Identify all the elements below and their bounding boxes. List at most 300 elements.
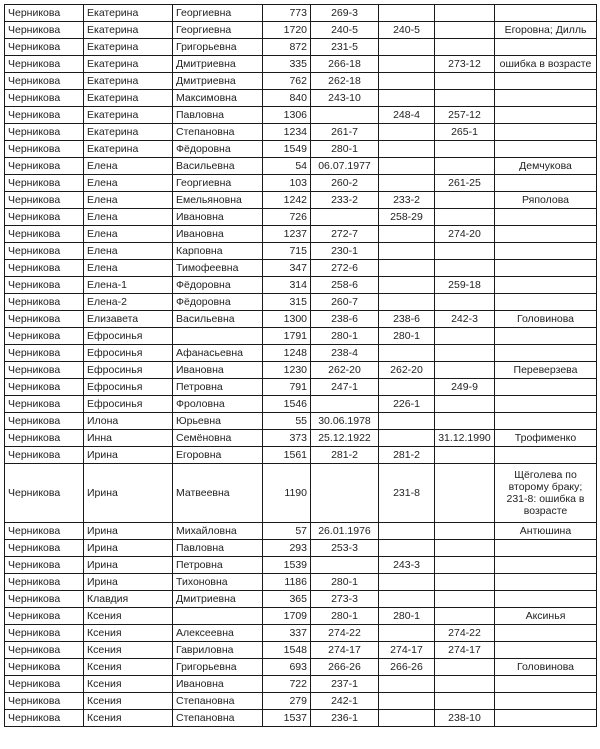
ref-2-cell: 226-1 [379,396,435,413]
ref-3-cell [435,523,495,540]
note-cell [495,90,597,107]
ref-3-cell [435,693,495,710]
record-number-cell: 1234 [263,124,311,141]
patronymic-cell: Фёдоровна [173,294,263,311]
record-number-cell: 1186 [263,574,311,591]
patronymic-cell: Павловна [173,540,263,557]
ref-3-cell [435,345,495,362]
first-name-cell: Елена [84,158,173,175]
record-number-cell: 693 [263,659,311,676]
surname-cell: Черникова [5,523,84,540]
date-or-ref-cell: 260-7 [311,294,379,311]
note-cell: Антюшина [495,523,597,540]
date-or-ref-cell: 26.01.1976 [311,523,379,540]
surname-cell: Черникова [5,158,84,175]
first-name-cell: Ефросинья [84,345,173,362]
table-row [5,710,597,727]
record-number-cell: 1791 [263,328,311,345]
surname-cell: Черникова [5,22,84,39]
note-cell [495,277,597,294]
date-or-ref-cell: 280-1 [311,141,379,158]
ref-2-cell [379,260,435,277]
ref-3-cell [435,294,495,311]
surname-cell: Черникова [5,557,84,574]
record-number-cell: 279 [263,693,311,710]
ref-3-cell: 238-10 [435,710,495,727]
date-or-ref-cell: 266-26 [311,659,379,676]
first-name-cell: Екатерина [84,56,173,73]
note-cell: Трофименко [495,430,597,447]
date-or-ref-cell: 231-5 [311,39,379,56]
first-name-cell: Елена [84,243,173,260]
first-name-cell: Ефросинья [84,362,173,379]
table-row [5,277,597,294]
ref-3-cell [435,73,495,90]
date-or-ref-cell: 281-2 [311,447,379,464]
patronymic-cell: Васильевна [173,158,263,175]
first-name-cell: Ирина [84,447,173,464]
ref-2-cell [379,5,435,22]
first-name-cell: Ефросинья [84,396,173,413]
surname-cell: Черникова [5,311,84,328]
note-cell: Головинова [495,659,597,676]
date-or-ref-cell [311,557,379,574]
record-number-cell: 55 [263,413,311,430]
surname-cell: Черникова [5,693,84,710]
ref-3-cell [435,557,495,574]
surname-cell: Черникова [5,430,84,447]
patronymic-cell: Степановна [173,710,263,727]
note-cell: Демчукова [495,158,597,175]
record-number-cell: 715 [263,243,311,260]
table-row [5,362,597,379]
record-number-cell: 373 [263,430,311,447]
patronymic-cell: Георгиевна [173,5,263,22]
note-cell [495,226,597,243]
patronymic-cell: Михайловна [173,523,263,540]
surname-cell: Черникова [5,192,84,209]
patronymic-cell: Фёдоровна [173,141,263,158]
record-number-cell: 337 [263,625,311,642]
first-name-cell: Ксения [84,608,173,625]
first-name-cell: Ксения [84,625,173,642]
first-name-cell: Ирина [84,464,173,523]
ref-3-cell [435,141,495,158]
patronymic-cell [173,328,263,345]
note-cell [495,5,597,22]
first-name-cell: Елена [84,209,173,226]
table-row [5,56,597,73]
patronymic-cell: Ивановна [173,209,263,226]
patronymic-cell: Ивановна [173,362,263,379]
record-number-cell: 762 [263,73,311,90]
ref-2-cell [379,294,435,311]
date-or-ref-cell: 242-1 [311,693,379,710]
note-cell [495,260,597,277]
first-name-cell: Инна [84,430,173,447]
note-cell [495,710,597,727]
note-cell [495,209,597,226]
ref-3-cell: 257-12 [435,107,495,124]
record-number-cell: 1230 [263,362,311,379]
first-name-cell: Екатерина [84,39,173,56]
surname-cell: Черникова [5,294,84,311]
patronymic-cell: Петровна [173,379,263,396]
record-number-cell: 315 [263,294,311,311]
table-row [5,124,597,141]
ref-2-cell: 280-1 [379,608,435,625]
note-cell [495,396,597,413]
table-row [5,243,597,260]
record-number-cell: 1300 [263,311,311,328]
note-cell: Переверзева [495,362,597,379]
patronymic-cell [173,608,263,625]
first-name-cell: Екатерина [84,141,173,158]
ref-3-cell [435,608,495,625]
patronymic-cell: Гавриловна [173,642,263,659]
table-row [5,90,597,107]
record-number-cell: 347 [263,260,311,277]
table-row [5,659,597,676]
patronymic-cell: Георгиевна [173,175,263,192]
date-or-ref-cell: 243-10 [311,90,379,107]
ref-2-cell [379,523,435,540]
ref-2-cell [379,693,435,710]
patronymic-cell: Дмитриевна [173,73,263,90]
note-cell [495,328,597,345]
table-row [5,158,597,175]
date-or-ref-cell: 280-1 [311,608,379,625]
ref-2-cell [379,73,435,90]
note-cell: Ряполова [495,192,597,209]
first-name-cell: Елена [84,175,173,192]
date-or-ref-cell [311,396,379,413]
patronymic-cell: Григорьевна [173,659,263,676]
ref-3-cell [435,90,495,107]
ref-2-cell [379,574,435,591]
ref-3-cell: 265-1 [435,124,495,141]
surname-cell: Черникова [5,710,84,727]
ref-2-cell: 281-2 [379,447,435,464]
ref-3-cell: 259-18 [435,277,495,294]
date-or-ref-cell: 274-22 [311,625,379,642]
first-name-cell: Елена [84,226,173,243]
ref-3-cell [435,22,495,39]
record-number-cell: 1709 [263,608,311,625]
date-or-ref-cell: 269-3 [311,5,379,22]
surname-cell: Черникова [5,362,84,379]
note-cell [495,124,597,141]
surname-cell: Черникова [5,141,84,158]
table-row [5,141,597,158]
patronymic-cell: Павловна [173,107,263,124]
date-or-ref-cell [311,209,379,226]
ref-2-cell: 280-1 [379,328,435,345]
table-row [5,209,597,226]
note-cell [495,413,597,430]
ref-2-cell: 238-6 [379,311,435,328]
table-row [5,22,597,39]
note-cell [495,243,597,260]
record-number-cell: 773 [263,5,311,22]
table-row [5,557,597,574]
ref-3-cell: 273-12 [435,56,495,73]
surname-cell: Черникова [5,175,84,192]
record-number-cell: 1548 [263,642,311,659]
record-number-cell: 722 [263,676,311,693]
record-number-cell: 314 [263,277,311,294]
table-row [5,345,597,362]
record-number-cell: 1720 [263,22,311,39]
ref-2-cell: 233-2 [379,192,435,209]
first-name-cell: Екатерина [84,107,173,124]
ref-2-cell [379,243,435,260]
surname-cell: Черникова [5,464,84,523]
ref-3-cell: 31.12.1990 [435,430,495,447]
first-name-cell: Екатерина [84,5,173,22]
surname-cell: Черникова [5,73,84,90]
date-or-ref-cell: 236-1 [311,710,379,727]
date-or-ref-cell: 280-1 [311,574,379,591]
records-table-body [5,5,597,727]
ref-2-cell [379,124,435,141]
table-row [5,676,597,693]
note-cell [495,557,597,574]
table-row [5,379,597,396]
table-row [5,693,597,710]
table-row [5,591,597,608]
ref-2-cell: 240-5 [379,22,435,39]
ref-3-cell [435,540,495,557]
date-or-ref-cell [311,464,379,523]
ref-2-cell [379,226,435,243]
note-cell [495,574,597,591]
record-number-cell: 1242 [263,192,311,209]
surname-cell: Черникова [5,676,84,693]
note-cell: Головинова [495,311,597,328]
date-or-ref-cell: 240-5 [311,22,379,39]
note-cell [495,642,597,659]
table-row [5,107,597,124]
note-cell [495,540,597,557]
table-row [5,5,597,22]
ref-2-cell [379,710,435,727]
note-cell [495,447,597,464]
record-number-cell: 293 [263,540,311,557]
first-name-cell: Елена-1 [84,277,173,294]
first-name-cell: Ирина [84,523,173,540]
date-or-ref-cell: 272-7 [311,226,379,243]
ref-2-cell [379,56,435,73]
ref-3-cell [435,574,495,591]
ref-3-cell [435,362,495,379]
record-number-cell: 57 [263,523,311,540]
date-or-ref-cell: 30.06.1978 [311,413,379,430]
table-row [5,192,597,209]
ref-2-cell [379,141,435,158]
ref-2-cell [379,277,435,294]
surname-cell: Черникова [5,447,84,464]
surname-cell: Черникова [5,396,84,413]
ref-2-cell [379,430,435,447]
note-cell [495,625,597,642]
record-number-cell: 365 [263,591,311,608]
ref-3-cell: 242-3 [435,311,495,328]
ref-2-cell [379,625,435,642]
patronymic-cell: Емельяновна [173,192,263,209]
date-or-ref-cell: 280-1 [311,328,379,345]
patronymic-cell: Дмитриевна [173,591,263,608]
table-row [5,608,597,625]
ref-3-cell [435,591,495,608]
note-cell [495,39,597,56]
surname-cell: Черникова [5,5,84,22]
table-row [5,328,597,345]
surname-cell: Черникова [5,226,84,243]
surname-cell: Черникова [5,56,84,73]
table-row [5,226,597,243]
ref-3-cell [435,209,495,226]
ref-2-cell: 248-4 [379,107,435,124]
records-table [4,4,597,727]
record-number-cell: 54 [263,158,311,175]
table-row [5,642,597,659]
ref-3-cell [435,413,495,430]
ref-3-cell [435,243,495,260]
ref-3-cell [435,659,495,676]
surname-cell: Черникова [5,642,84,659]
patronymic-cell: Максимовна [173,90,263,107]
table-row [5,574,597,591]
ref-2-cell: 266-26 [379,659,435,676]
ref-2-cell: 258-29 [379,209,435,226]
table-row [5,396,597,413]
table-row [5,39,597,56]
ref-3-cell [435,447,495,464]
ref-2-cell [379,676,435,693]
date-or-ref-cell: 06.07.1977 [311,158,379,175]
record-number-cell: 791 [263,379,311,396]
date-or-ref-cell: 25.12.1922 [311,430,379,447]
ref-3-cell [435,328,495,345]
date-or-ref-cell: 238-4 [311,345,379,362]
surname-cell: Черникова [5,659,84,676]
first-name-cell: Екатерина [84,22,173,39]
ref-3-cell [435,39,495,56]
ref-3-cell [435,464,495,523]
ref-3-cell [435,192,495,209]
note-cell [495,141,597,158]
ref-2-cell [379,379,435,396]
first-name-cell: Ирина [84,574,173,591]
date-or-ref-cell: 273-3 [311,591,379,608]
date-or-ref-cell: 266-18 [311,56,379,73]
record-number-cell: 840 [263,90,311,107]
date-or-ref-cell: 247-1 [311,379,379,396]
table-row [5,464,597,523]
date-or-ref-cell: 261-7 [311,124,379,141]
first-name-cell: Екатерина [84,90,173,107]
surname-cell: Черникова [5,540,84,557]
patronymic-cell: Тимофеевна [173,260,263,277]
first-name-cell: Ксения [84,642,173,659]
first-name-cell: Ирина [84,557,173,574]
patronymic-cell: Григорьевна [173,39,263,56]
surname-cell: Черникова [5,591,84,608]
date-or-ref-cell [311,107,379,124]
table-row [5,413,597,430]
ref-2-cell [379,345,435,362]
surname-cell: Черникова [5,328,84,345]
patronymic-cell: Петровна [173,557,263,574]
date-or-ref-cell: 253-3 [311,540,379,557]
ref-2-cell: 274-17 [379,642,435,659]
first-name-cell: Ефросинья [84,379,173,396]
ref-2-cell [379,540,435,557]
patronymic-cell: Афанасьевна [173,345,263,362]
ref-3-cell [435,676,495,693]
note-cell [495,73,597,90]
patronymic-cell: Фроловна [173,396,263,413]
table-row [5,260,597,277]
note-cell [495,693,597,710]
note-cell: Аксинья [495,608,597,625]
first-name-cell: Елизавета [84,311,173,328]
surname-cell: Черникова [5,90,84,107]
ref-2-cell [379,158,435,175]
patronymic-cell: Карповна [173,243,263,260]
ref-3-cell: 249-9 [435,379,495,396]
surname-cell: Черникова [5,277,84,294]
date-or-ref-cell: 230-1 [311,243,379,260]
first-name-cell: Илона [84,413,173,430]
surname-cell: Черникова [5,574,84,591]
patronymic-cell: Васильевна [173,311,263,328]
date-or-ref-cell: 238-6 [311,311,379,328]
surname-cell: Черникова [5,209,84,226]
record-number-cell: 1237 [263,226,311,243]
surname-cell: Черникова [5,345,84,362]
record-number-cell: 335 [263,56,311,73]
surname-cell: Черникова [5,39,84,56]
surname-cell: Черникова [5,107,84,124]
ref-2-cell [379,591,435,608]
note-cell: ошибка в возрасте [495,56,597,73]
patronymic-cell: Ивановна [173,226,263,243]
table-row [5,311,597,328]
table-row [5,523,597,540]
record-number-cell: 726 [263,209,311,226]
note-cell [495,591,597,608]
patronymic-cell: Тихоновна [173,574,263,591]
first-name-cell: Елена [84,260,173,277]
record-number-cell: 1248 [263,345,311,362]
note-cell: Егоровна; Дилль [495,22,597,39]
table-row [5,294,597,311]
record-number-cell: 1539 [263,557,311,574]
first-name-cell: Екатерина [84,124,173,141]
surname-cell: Черникова [5,608,84,625]
ref-2-cell: 262-20 [379,362,435,379]
surname-cell: Черникова [5,243,84,260]
ref-3-cell [435,396,495,413]
ref-2-cell: 243-3 [379,557,435,574]
ref-3-cell: 274-20 [435,226,495,243]
date-or-ref-cell: 237-1 [311,676,379,693]
ref-2-cell: 231-8 [379,464,435,523]
first-name-cell: Ксения [84,676,173,693]
surname-cell: Черникова [5,379,84,396]
